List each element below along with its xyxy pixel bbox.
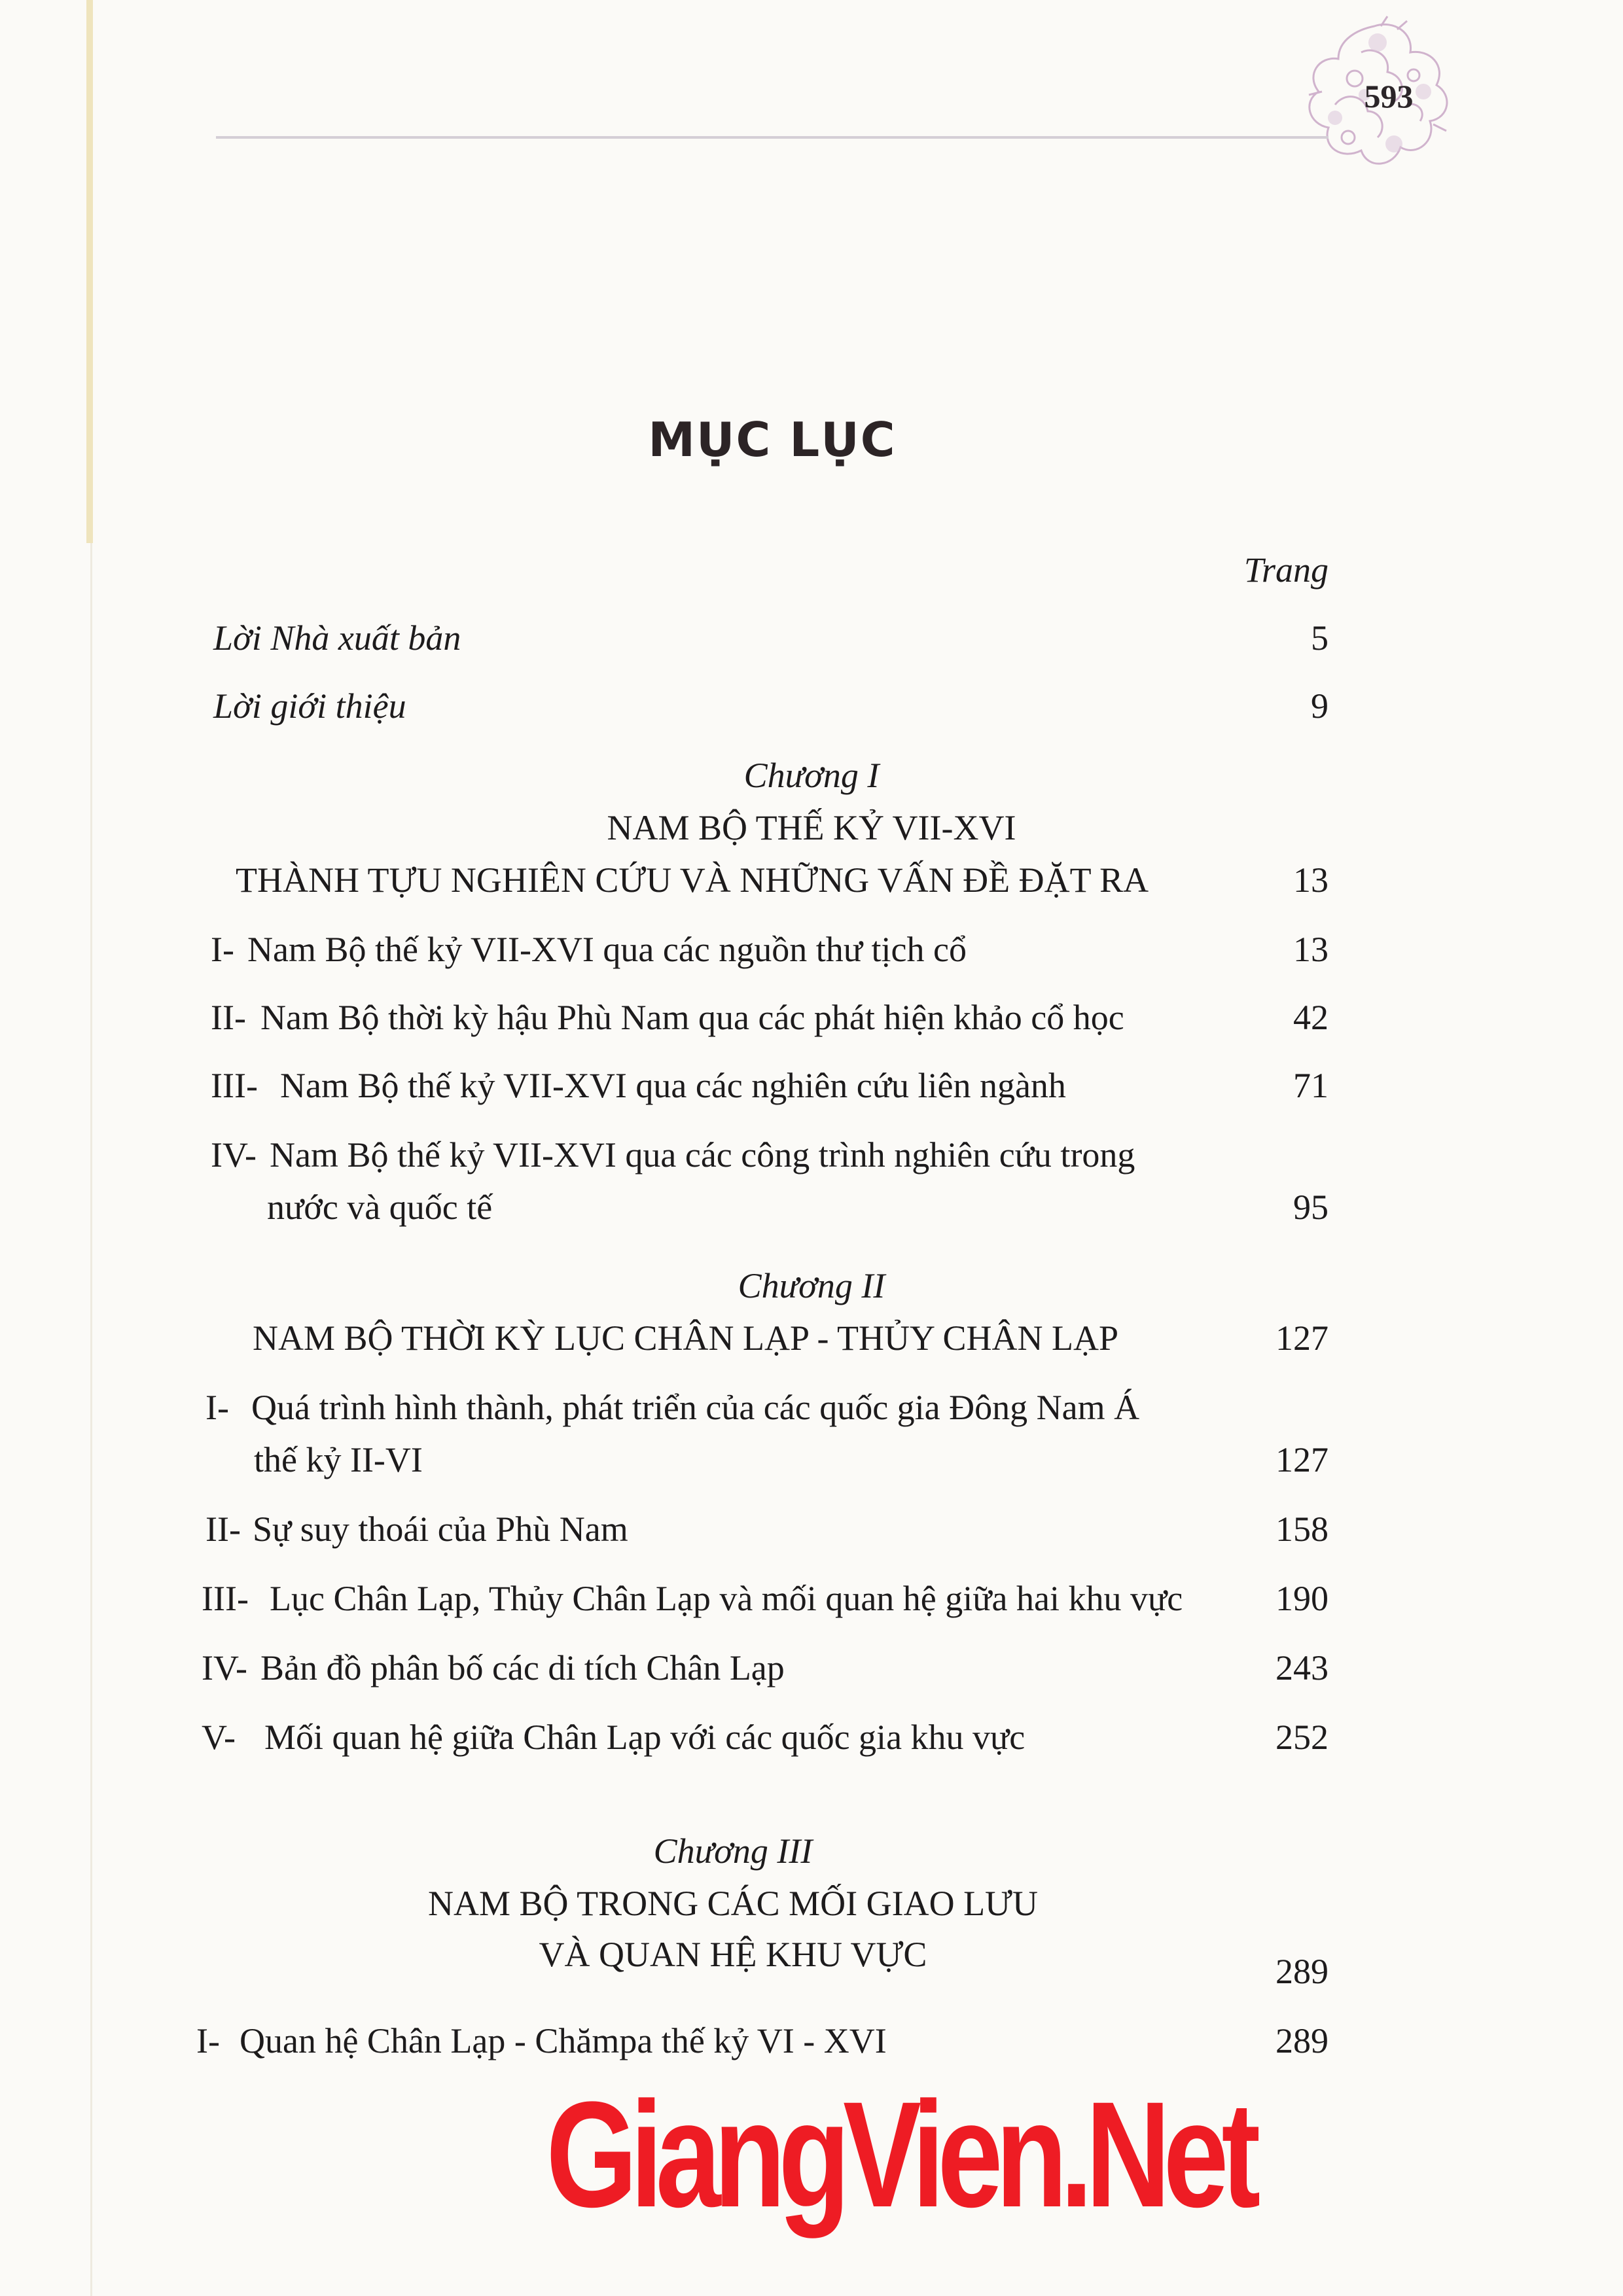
chapter-label: Chương I [743,756,880,795]
chapter-heading: NAM BỘ TRONG CÁC MỐI GIAO LƯU [428,1884,1038,1923]
watermark-text: GiangVien.Net [546,2070,1254,2238]
section-title: Nam Bộ thế kỷ VII-XVI qua các nghiên cứu liên ngành [280,1066,1066,1105]
chapter-label: Chương III [653,1831,813,1871]
section-number: IV- [202,1648,248,1687]
section-number: III- [211,1066,258,1105]
chapter-page: 13 [1293,860,1329,900]
toc-entry-title: Lời Nhà xuất bản [213,618,461,658]
chapter-heading: THÀNH TỰU NGHIÊN CỨU VÀ NHỮNG VẤN ĐỀ ĐẶT RA [236,860,1149,900]
section-page: 13 [1293,930,1329,969]
toc-entry-title: Lời giới thiệu [213,686,406,726]
section-title-continued: nước và quốc tế [267,1188,493,1227]
section-number: IV- [211,1135,257,1174]
section-page: 243 [1275,1648,1329,1687]
section-title-continued: thế kỷ II-VI [254,1440,423,1479]
chapter-page: 127 [1275,1318,1329,1358]
chapter-heading: VÀ QUAN HỆ KHU VỰC [539,1935,927,1974]
chapter-page: 289 [1275,1952,1329,1991]
chapter-label: Chương II [738,1266,885,1305]
chapter-heading: NAM BỘ THỜI KỲ LỤC CHÂN LẠP - THỦY CHÂN LẠP [253,1318,1119,1358]
section-title: Nam Bộ thế kỷ VII-XVI qua các công trình nghiên cứu trong [270,1135,1135,1174]
section-page: 127 [1275,1440,1329,1479]
section-page: 289 [1275,2021,1329,2060]
toc-entry-page: 5 [1311,618,1329,658]
section-page: 190 [1275,1579,1329,1618]
section-number: V- [202,1718,236,1757]
section-page: 42 [1293,998,1329,1037]
section-title: Lục Chân Lạp, Thủy Chân Lạp và mối quan hệ giữa hai khu vực [270,1579,1183,1618]
section-title: Quá trình hình thành, phát triển của các quốc gia Đông Nam Á [251,1388,1140,1427]
section-page: 158 [1275,1510,1329,1549]
section-page: 252 [1275,1718,1329,1757]
section-number: III- [202,1579,249,1618]
section-number: II- [211,998,246,1037]
section-title: Nam Bộ thời kỳ hậu Phù Nam qua các phát hiện khảo cổ học [260,998,1124,1037]
section-number: II- [205,1510,241,1549]
chapter-heading: NAM BỘ THẾ KỶ VII-XVI [607,808,1016,847]
section-number: I- [205,1388,229,1427]
toc-entry-page: 9 [1311,686,1329,726]
page-number: 593 [1364,78,1414,115]
section-title: Bản đồ phân bố các di tích Chân Lạp [260,1648,785,1687]
section-number: I- [211,930,234,969]
section-title: Quan hệ Chân Lạp - Chămpa thế kỷ VI - XVI [240,2021,887,2060]
section-title: Nam Bộ thế kỷ VII-XVI qua các nguồn thư tịch cổ [247,930,967,969]
section-title: Sự suy thoái của Phù Nam [253,1510,628,1549]
page-column-label: Trang [1243,550,1329,590]
section-title: Mối quan hệ giữa Chân Lạp với các quốc gia khu vực [264,1718,1026,1757]
toc-title: MỤC LỤC [648,412,897,467]
page-spine-shadow [86,0,93,543]
section-page: 71 [1293,1066,1329,1105]
header-rule [216,136,1329,139]
section-number: I- [196,2021,220,2060]
section-page: 95 [1293,1188,1329,1227]
